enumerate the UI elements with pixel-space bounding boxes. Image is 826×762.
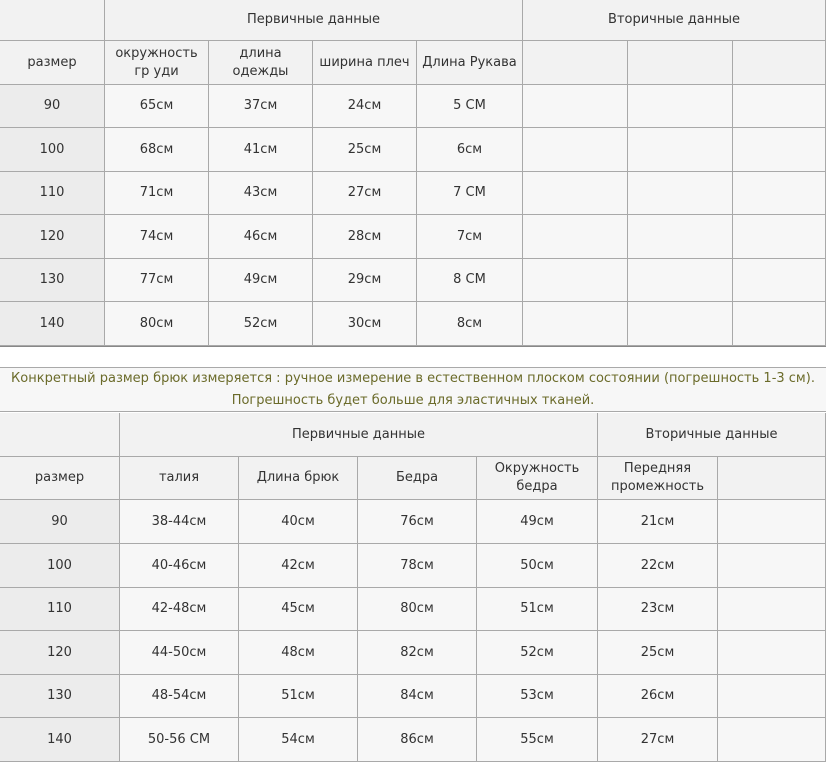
top-cell: 8 СМ — [417, 259, 523, 302]
bottom-cell-empty — [718, 675, 826, 718]
bottom-row-size: 120 — [0, 631, 120, 675]
bottom-cell: 50-56 СМ — [120, 718, 239, 762]
top-cell: 77см — [105, 259, 209, 302]
top-cell-empty — [523, 302, 628, 346]
measurement-note: Конкретный размер брюк измеряется : ручное измерение в естественном плоском состоянии (погрешность 1-3 см). Погрешность будет больше для эластичных тканей. — [0, 368, 826, 412]
top-cell-empty — [628, 259, 733, 302]
top-cell-empty — [733, 302, 826, 346]
top-row-size: 100 — [0, 128, 105, 172]
top-row-size: 140 — [0, 302, 105, 346]
top-row-size: 110 — [0, 172, 105, 215]
bottom-col-header: талия — [120, 457, 239, 500]
bottom-cell-empty — [718, 500, 826, 544]
top-row-size: 120 — [0, 215, 105, 259]
bottom-cell: 40-46см — [120, 544, 239, 588]
top-cell: 24см — [313, 85, 417, 128]
top-cell: 7см — [417, 215, 523, 259]
top-cell: 5 СМ — [417, 85, 523, 128]
bottom-row-size: 100 — [0, 544, 120, 588]
bottom-cell: 49см — [477, 500, 598, 544]
bottom-cell-empty — [718, 588, 826, 631]
top-col-empty — [523, 41, 628, 85]
bottom-cell: 51см — [477, 588, 598, 631]
bottom-cell: 25см — [598, 631, 718, 675]
top-header-blank — [0, 0, 105, 41]
top-cell: 71см — [105, 172, 209, 215]
top-group-primary: Первичные данные — [105, 0, 523, 41]
bottom-row-size: 130 — [0, 675, 120, 718]
top-col-empty — [733, 41, 826, 85]
bottom-cell: 45см — [239, 588, 358, 631]
bottom-row-size: 90 — [0, 500, 120, 544]
bottom-cell: 38-44см — [120, 500, 239, 544]
top-col-empty — [628, 41, 733, 85]
bottom-header-blank — [0, 413, 120, 457]
bottom-cell: 48см — [239, 631, 358, 675]
bottom-cell: 76см — [358, 500, 477, 544]
bottom-cell: 22см — [598, 544, 718, 588]
top-cell: 43см — [209, 172, 313, 215]
top-cell: 74см — [105, 215, 209, 259]
bottom-col-empty — [718, 457, 826, 500]
top-cell-empty — [628, 302, 733, 346]
top-cell-empty — [733, 85, 826, 128]
top-cell-empty — [733, 128, 826, 172]
bottom-cell: 53см — [477, 675, 598, 718]
bottom-cell-empty — [718, 718, 826, 762]
top-cell-empty — [733, 259, 826, 302]
top-cell: 30см — [313, 302, 417, 346]
top-cell-empty — [523, 215, 628, 259]
bottom-cell: 40см — [239, 500, 358, 544]
bottom-cell: 23см — [598, 588, 718, 631]
bottom-cell: 84см — [358, 675, 477, 718]
bottom-cell-empty — [718, 544, 826, 588]
top-cell-empty — [628, 85, 733, 128]
bottom-cell: 55см — [477, 718, 598, 762]
top-cell: 28см — [313, 215, 417, 259]
bottom-cell: 52см — [477, 631, 598, 675]
top-cell-empty — [628, 128, 733, 172]
bottom-cell: 21см — [598, 500, 718, 544]
top-cell-empty — [523, 128, 628, 172]
top-cell-empty — [523, 259, 628, 302]
top-cell: 49см — [209, 259, 313, 302]
top-cell: 7 СМ — [417, 172, 523, 215]
top-row-size: 130 — [0, 259, 105, 302]
bottom-col-header: Передняя промежность — [598, 457, 718, 500]
bottom-cell: 51см — [239, 675, 358, 718]
bottom-row-size: 140 — [0, 718, 120, 762]
top-cell-empty — [733, 215, 826, 259]
top-cell: 8см — [417, 302, 523, 346]
bottom-cell: 80см — [358, 588, 477, 631]
top-cell: 68см — [105, 128, 209, 172]
bottom-cell: 42-48см — [120, 588, 239, 631]
top-cell: 65см — [105, 85, 209, 128]
bottom-col-size: размер — [0, 457, 120, 500]
bottom-group-secondary: Вторичные данные — [598, 413, 826, 457]
top-cell-empty — [523, 85, 628, 128]
bottom-cell: 54см — [239, 718, 358, 762]
bottom-cell: 86см — [358, 718, 477, 762]
bottom-cell: 48-54см — [120, 675, 239, 718]
top-cell: 6см — [417, 128, 523, 172]
top-cell: 25см — [313, 128, 417, 172]
bottom-col-header: Бедра — [358, 457, 477, 500]
bottom-cell: 27см — [598, 718, 718, 762]
top-cell: 80см — [105, 302, 209, 346]
top-cell-empty — [523, 172, 628, 215]
bottom-cell-empty — [718, 631, 826, 675]
bottom-col-header: Длина брюк — [239, 457, 358, 500]
bottom-group-primary: Первичные данные — [120, 413, 598, 457]
bottom-cell: 82см — [358, 631, 477, 675]
bottom-cell: 50см — [477, 544, 598, 588]
bottom-cell: 42см — [239, 544, 358, 588]
top-cell: 27см — [313, 172, 417, 215]
top-col-size: размер — [0, 41, 105, 85]
top-cell-empty — [628, 172, 733, 215]
top-col-header: ширина плеч — [313, 41, 417, 85]
top-cell: 29см — [313, 259, 417, 302]
bottom-cell: 26см — [598, 675, 718, 718]
top-col-header: длина одежды — [209, 41, 313, 85]
top-cell: 37см — [209, 85, 313, 128]
table-separator — [0, 346, 826, 368]
top-cell: 46см — [209, 215, 313, 259]
bottom-col-header: Окружность бедра — [477, 457, 598, 500]
top-row-size: 90 — [0, 85, 105, 128]
top-cell: 52см — [209, 302, 313, 346]
bottom-cell: 78см — [358, 544, 477, 588]
top-cell-empty — [628, 215, 733, 259]
top-col-header: Длина Рукава — [417, 41, 523, 85]
bottom-cell: 44-50см — [120, 631, 239, 675]
bottom-row-size: 110 — [0, 588, 120, 631]
top-cell: 41см — [209, 128, 313, 172]
top-col-header: окружность гр уди — [105, 41, 209, 85]
top-group-secondary: Вторичные данные — [523, 0, 826, 41]
top-cell-empty — [733, 172, 826, 215]
